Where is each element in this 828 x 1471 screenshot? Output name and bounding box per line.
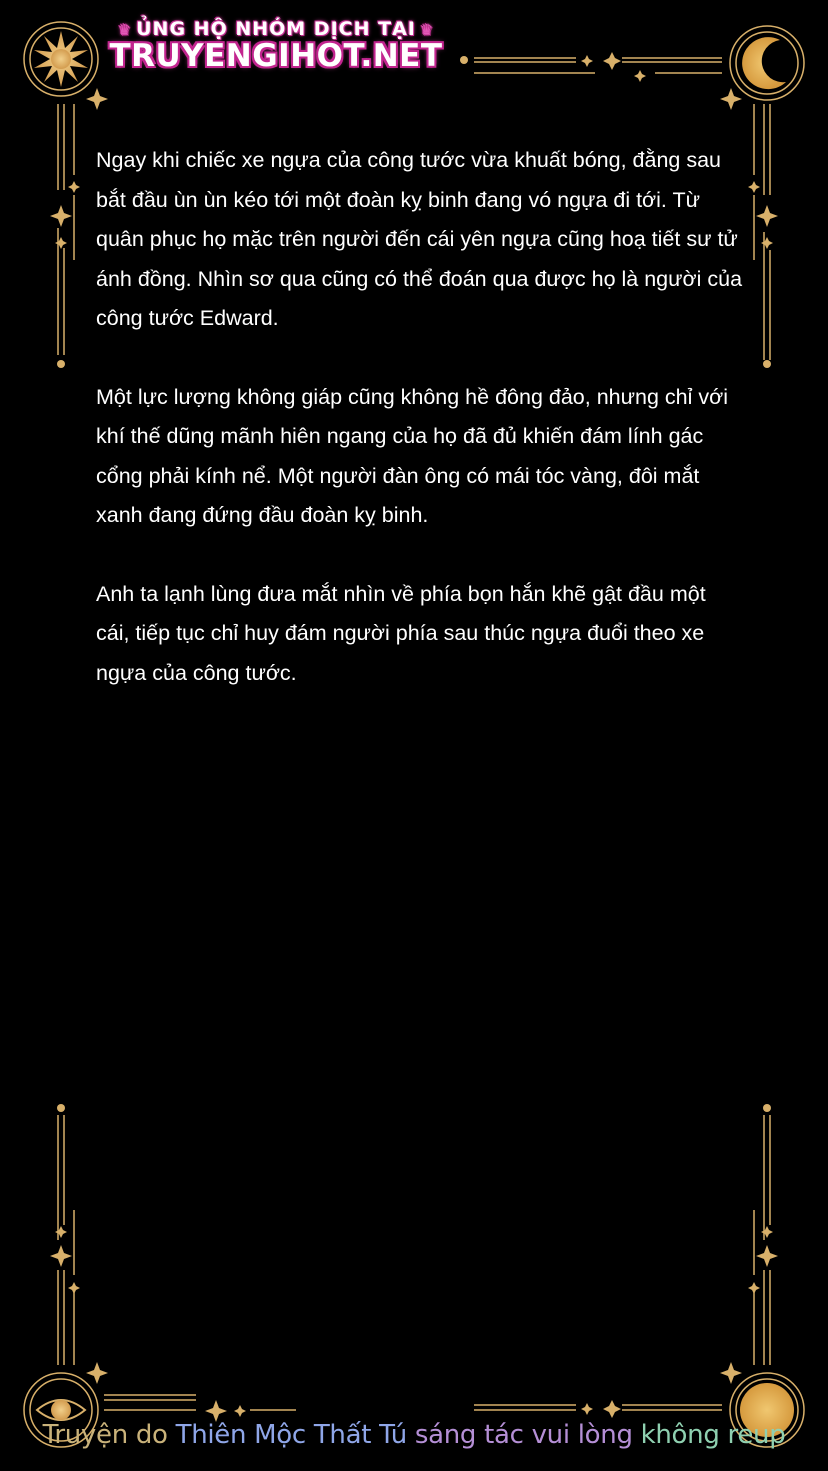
credit-part: sáng tác vui lòng (406, 1420, 641, 1450)
crown-icon: ♛ (419, 21, 435, 39)
banner-tagline-text: ỦNG HỘ NHÓM DỊCH TẠI (136, 18, 416, 40)
story-paragraph: Một lực lượng không giáp cũng không hề đông đảo, nhưng chỉ với khí thế dũng mãnh hiên ngang của họ đã đủ khiến đám lính gác cổng phải kính nể. Một người đàn ông có mái tóc vàng, đôi mắt xanh đang đứng đầu đoàn kỵ binh. (96, 384, 728, 527)
credit-author: Thiên Mộc Thất Tú (175, 1420, 407, 1450)
banner-tagline (96, 18, 456, 40)
promo-banner (96, 18, 456, 74)
banner-site-name: TRUYENGIHOT.NET (109, 38, 443, 74)
credit-part: Truyện do (42, 1420, 176, 1450)
crescent-moon-icon (730, 26, 804, 100)
credit-watermark (0, 1420, 828, 1450)
story-text (96, 141, 744, 732)
crown-icon: ♛ (117, 21, 133, 39)
sun-icon (24, 22, 98, 96)
credit-part: không reup (640, 1420, 786, 1450)
story-paragraph: Anh ta lạnh lùng đưa mắt nhìn về phía bọn hắn khẽ gật đầu một cái, tiếp tục chỉ huy đám người phía sau thúc ngựa đuổi theo xe ngựa của công tước. (96, 581, 706, 685)
story-paragraph: Ngay khi chiếc xe ngựa của công tước vừa khuất bóng, đằng sau bắt đầu ùn ùn kéo tới một đoàn kỵ binh đang vó ngựa đi tới. Từ quân phục họ mặc trên người đến cái yên ngựa cũng hoạ tiết sư tử ánh đồng. Nhìn sơ qua cũng có thể đoán qua được họ là người của công tước Edward. (96, 148, 743, 330)
